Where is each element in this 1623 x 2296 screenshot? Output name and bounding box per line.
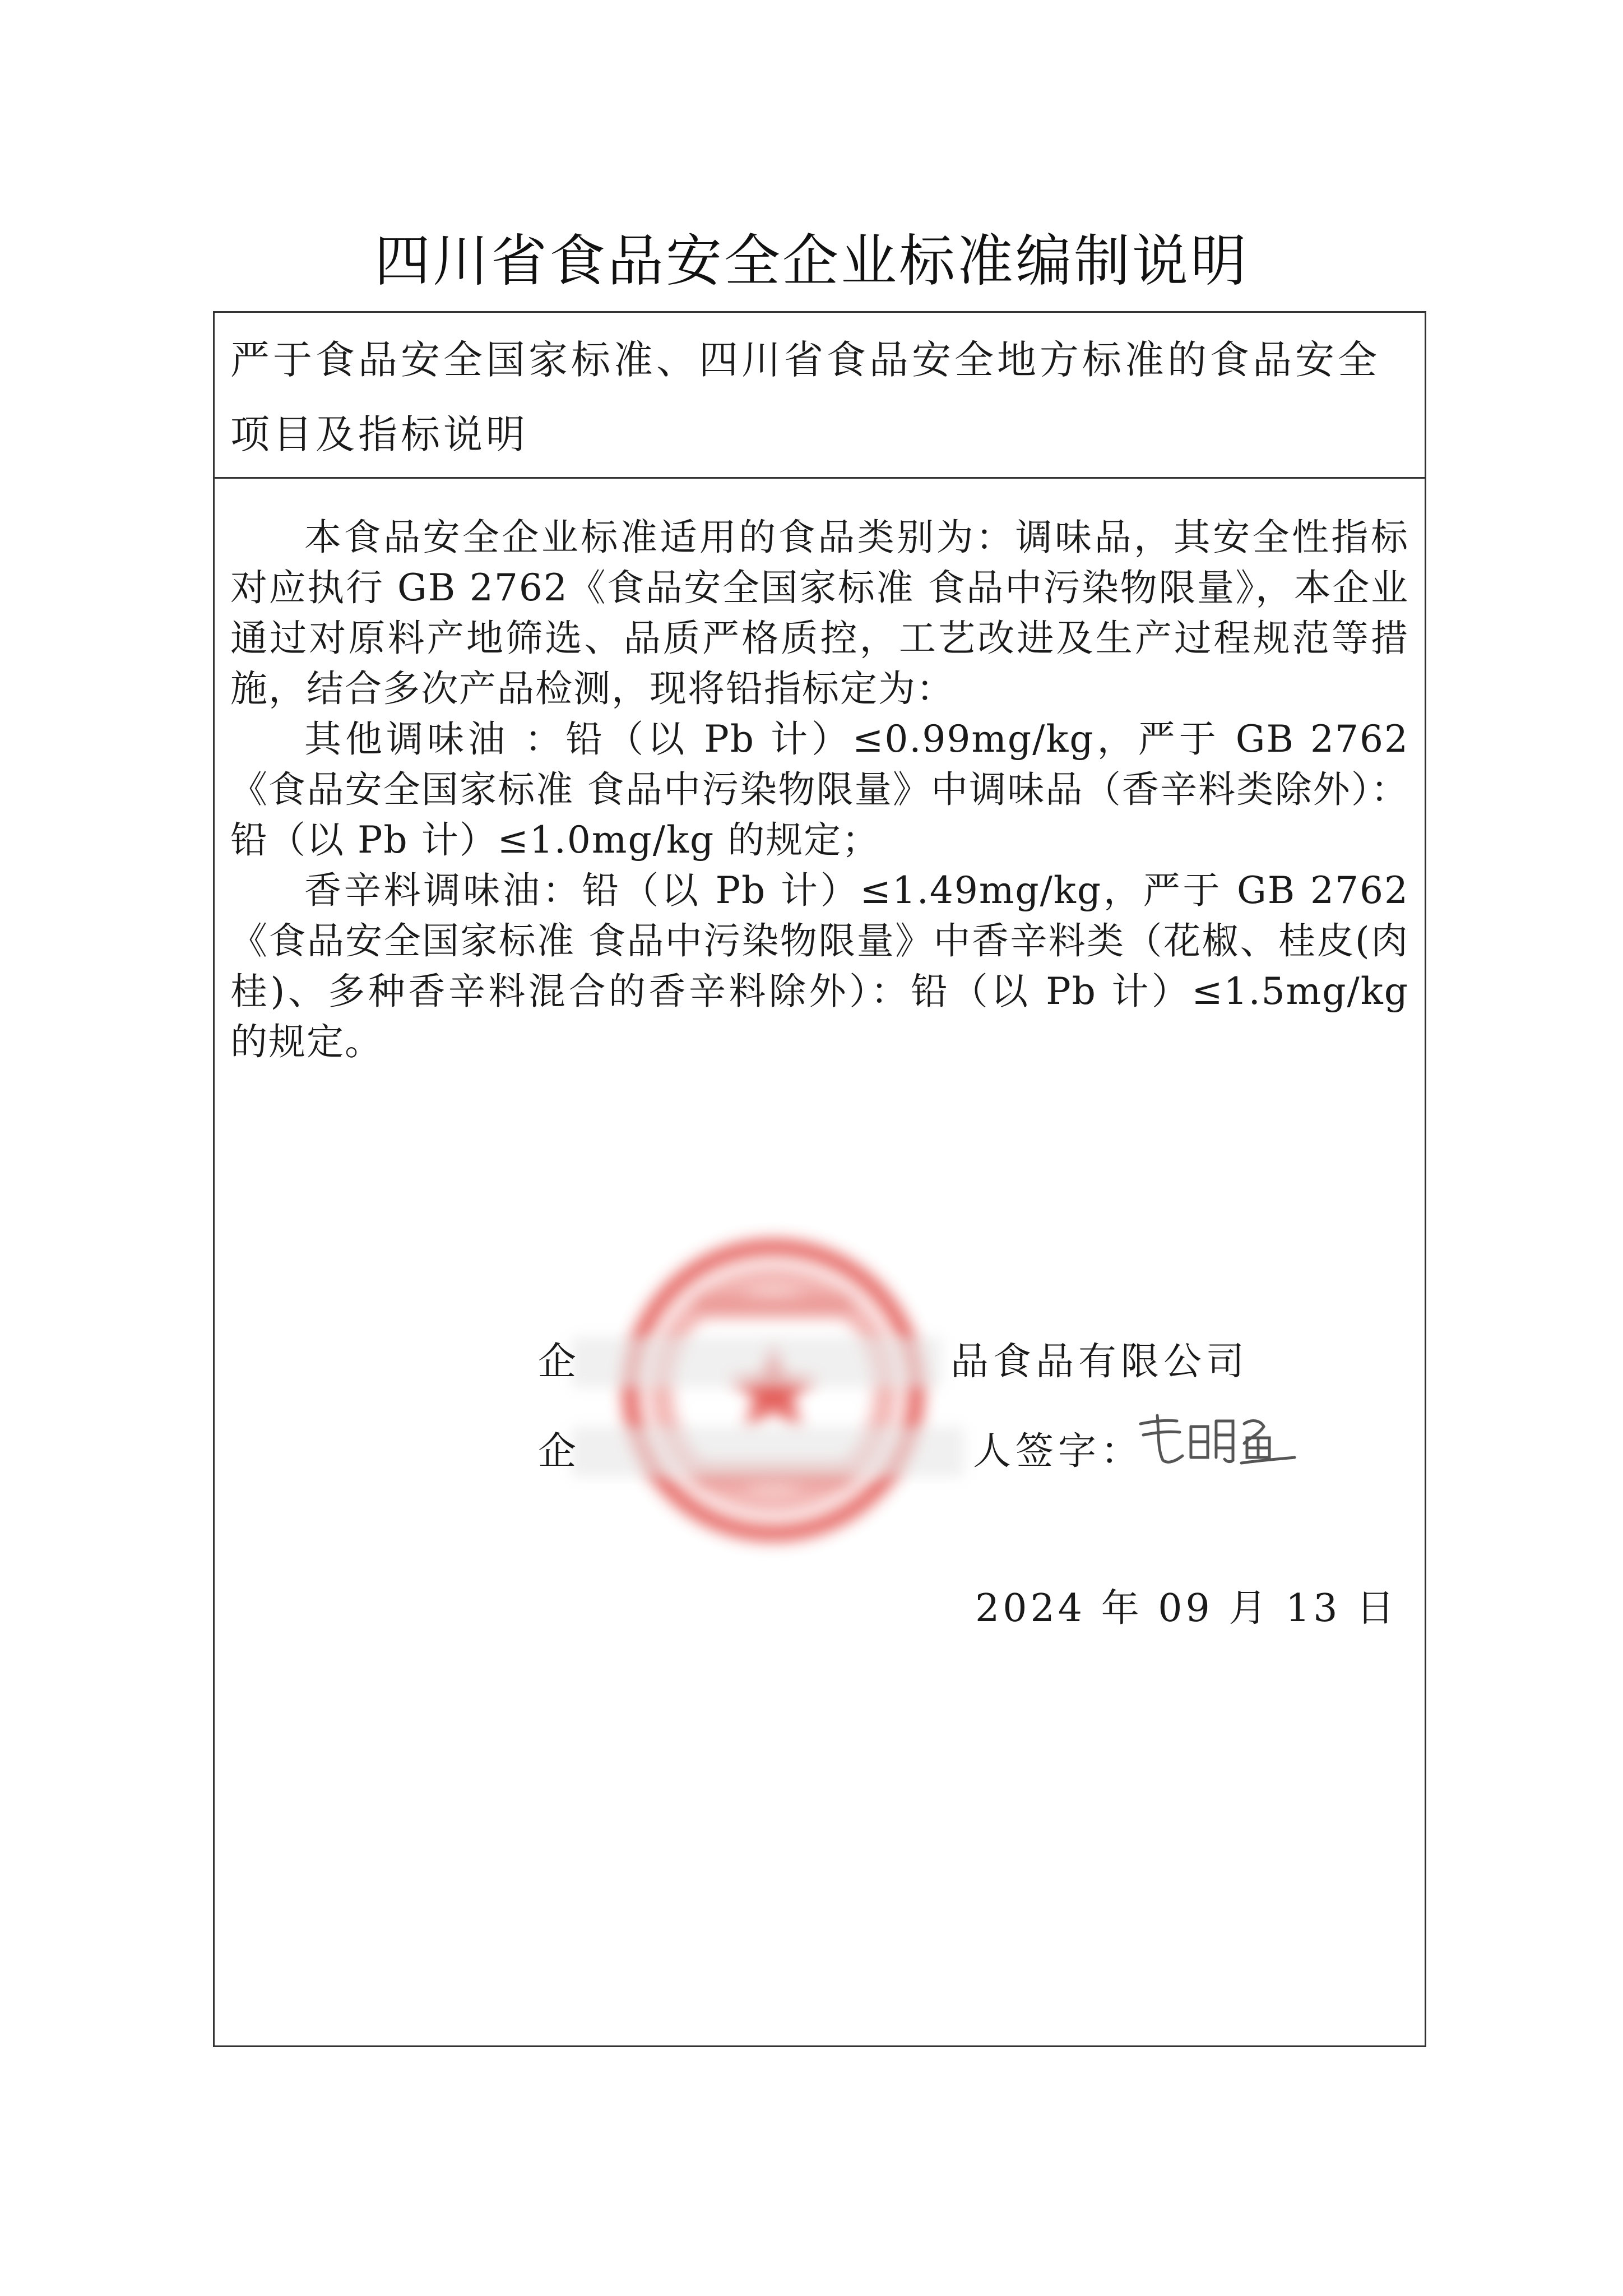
company-name-line [538, 1331, 1249, 1386]
header-line-2: 项目及指标说明 [230, 411, 528, 457]
company-suffix: 品食品有限公司 [950, 1340, 1249, 1384]
paragraph-other-oil: 其他调味油 ：铅（以 Pb 计）≤0.99mg/kg，严于 GB 2762《食品安全国家标准 食品中污染物限量》中调味品（香辛料类除外）：铅（以 Pb 计）≤1.0mg/kg 的规定； [230, 718, 1409, 862]
paragraph-scope: 本食品安全企业标准适用的食品类别为：调味品，其安全性指标对应执行 GB 2762《食品安全国家标准 食品中污染物限量》，本企业通过对原料产地筛选、品质严格质控，工艺改进及生产过程规范等措施，结合多次产品检测，现将铅指标定为： [230, 516, 1409, 710]
date: 2024 年 09 月 13 日 [975, 1586, 1398, 1631]
document-title: 四川省食品安全企业标准编制说明 [374, 228, 1249, 294]
company-prefix: 企 [538, 1340, 581, 1384]
signer-line [538, 1421, 1143, 1475]
signer-prefix: 企 [538, 1429, 581, 1474]
table-header-cell [215, 313, 1425, 479]
handwritten-signature [1132, 1404, 1300, 1471]
company-seal [616, 1233, 930, 1547]
form-table [213, 311, 1426, 2047]
header-line-1: 严于食品安全国家标准、四川省食品安全地方标准的食品安全 [230, 337, 1380, 383]
signer-suffix: 人签字： [973, 1429, 1144, 1474]
table-body-cell [215, 479, 1425, 1067]
paragraph-spice-oil: 香辛料调味油：铅（以 Pb 计）≤1.49mg/kg，严于 GB 2762《食品安全国家标准 食品中污染物限量》中香辛料类（花椒、桂皮(肉桂)、多种香辛料混合的香辛料除外）：铅（以 Pb 计）≤1.5mg/kg 的规定。 [230, 869, 1409, 1063]
